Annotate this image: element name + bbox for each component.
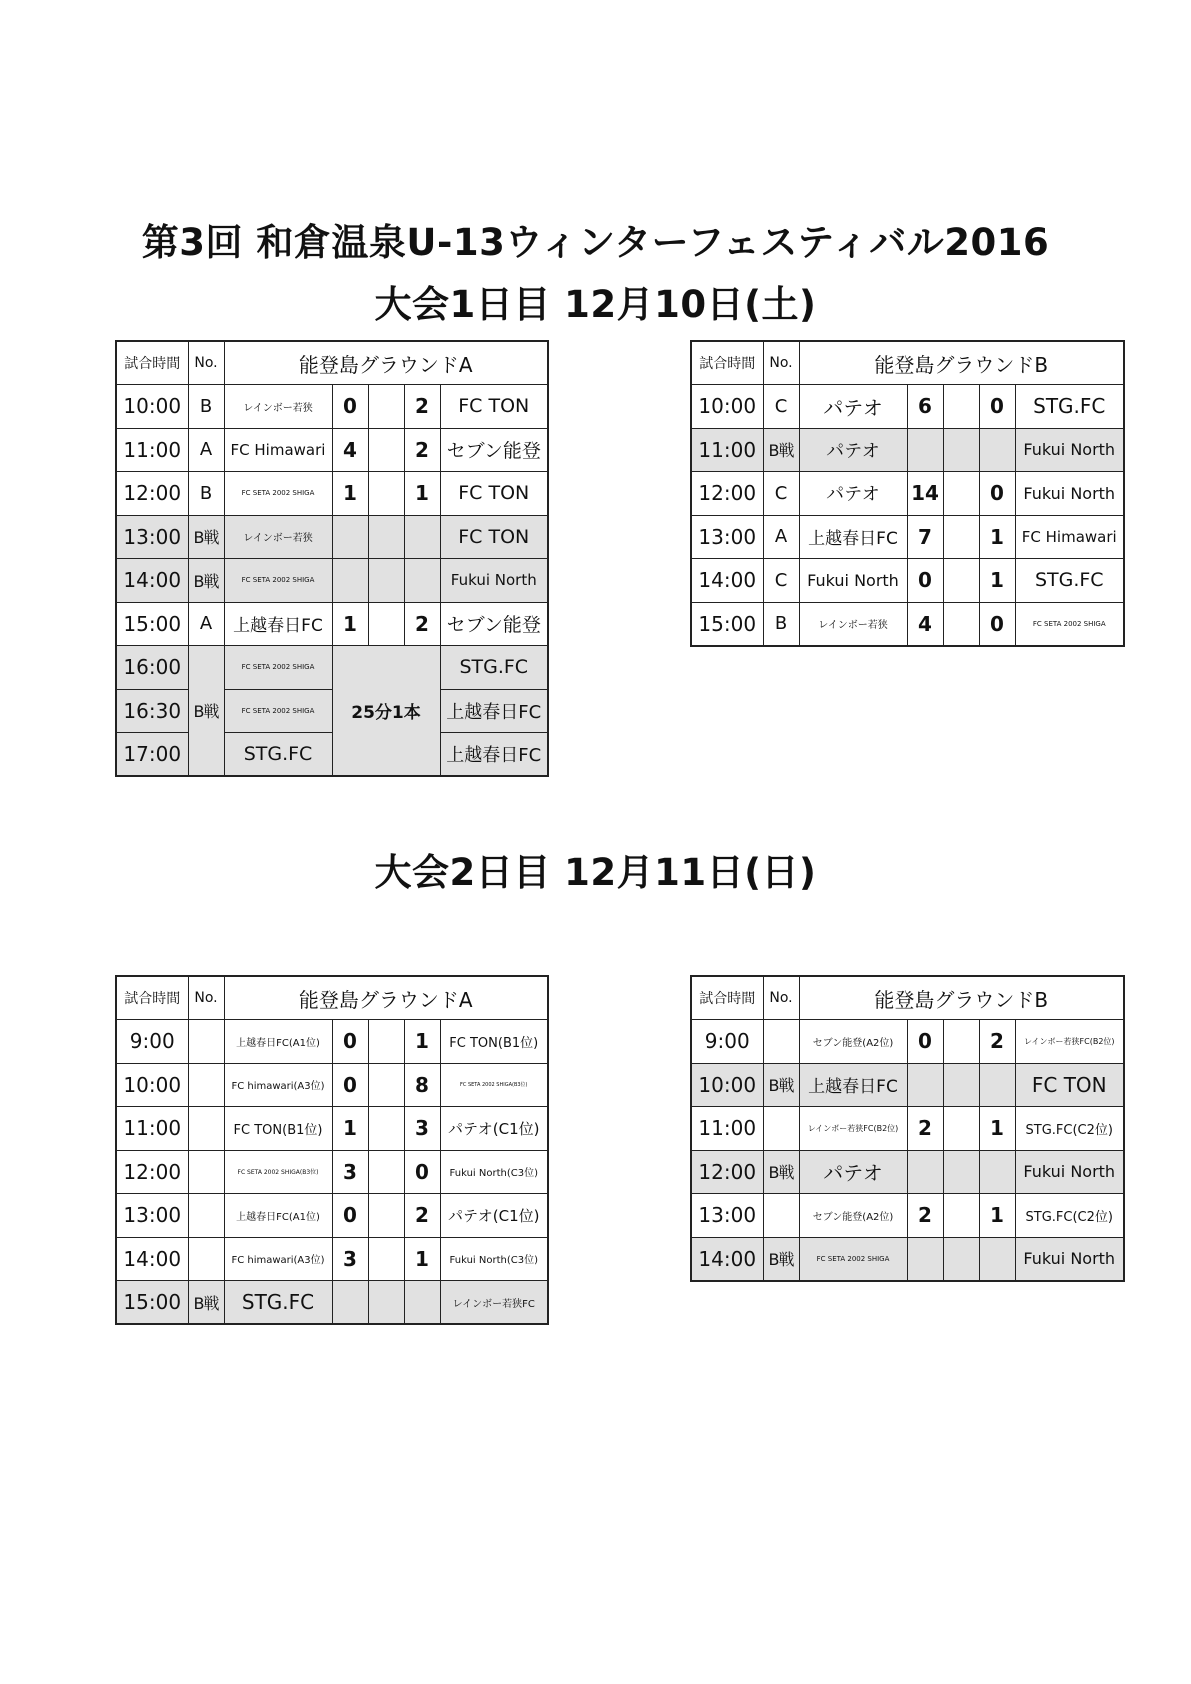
match-group <box>188 1194 224 1238</box>
match-row <box>116 472 548 516</box>
away-score: 1 <box>979 559 1015 603</box>
table-header-row <box>116 341 548 385</box>
score-separator <box>943 472 979 516</box>
match-row <box>116 1020 548 1064</box>
away-team: FC TON(B1位) <box>440 1020 548 1064</box>
score-separator <box>943 602 979 646</box>
home-team: FC himawari(A3位) <box>224 1237 332 1281</box>
home-score: 6 <box>907 385 943 429</box>
home-team: レインボー若狭FC(B2位) <box>799 1107 907 1151</box>
match-row <box>116 1237 548 1281</box>
away-team: FC Himawari <box>1015 515 1124 559</box>
ground-a-header: 能登島グラウンドA <box>224 976 548 1020</box>
match-group: A <box>188 428 224 472</box>
match-row <box>116 602 548 646</box>
home-score: 0 <box>907 1020 943 1064</box>
match-row <box>691 472 1124 516</box>
home-team: レインボー若狭 <box>224 385 332 429</box>
match-time: 12:00 <box>691 1150 763 1194</box>
away-team: Fukui North <box>1015 428 1124 472</box>
home-score: 3 <box>332 1237 368 1281</box>
match-time: 12:00 <box>116 1150 188 1194</box>
ground-a-header: 能登島グラウンドA <box>224 341 548 385</box>
away-score: 2 <box>404 428 440 472</box>
home-team: FC TON(B1位) <box>224 1107 332 1151</box>
away-score: 1 <box>404 472 440 516</box>
match-row <box>116 515 548 559</box>
away-team: パテオ(C1位) <box>440 1194 548 1238</box>
match-row <box>116 1150 548 1194</box>
away-team: Fukui North <box>1015 1150 1124 1194</box>
home-score: 1 <box>332 472 368 516</box>
home-score <box>332 559 368 603</box>
away-score: 0 <box>979 385 1015 429</box>
away-score: 2 <box>404 602 440 646</box>
home-team: 上越春日FC <box>799 1063 907 1107</box>
away-team: STG.FC <box>1015 385 1124 429</box>
match-row <box>691 385 1124 429</box>
match-group <box>188 1020 224 1064</box>
match-row <box>691 1063 1124 1107</box>
home-score: 14 <box>907 472 943 516</box>
away-team: STG.FC(C2位) <box>1015 1107 1124 1151</box>
match-time: 16:00 <box>116 646 188 690</box>
home-score: 1 <box>332 602 368 646</box>
away-team: パテオ(C1位) <box>440 1107 548 1151</box>
match-group <box>763 1194 799 1238</box>
match-row <box>116 1063 548 1107</box>
away-team: STG.FC <box>1015 559 1124 603</box>
day2-ground-a-table <box>115 975 549 1325</box>
match-group: B戦 <box>188 1281 224 1325</box>
home-team: FC SETA 2002 SHIGA(B3位) <box>224 1150 332 1194</box>
score-separator <box>943 1063 979 1107</box>
match-row <box>116 559 548 603</box>
match-time: 11:00 <box>116 428 188 472</box>
score-separator <box>368 428 404 472</box>
away-team: Fukui North(C3位) <box>440 1150 548 1194</box>
match-row <box>691 1150 1124 1194</box>
match-row <box>116 1281 548 1325</box>
away-team: セブン能登 <box>440 602 548 646</box>
home-score: 1 <box>332 1107 368 1151</box>
day1-ground-b-table <box>690 340 1125 647</box>
match-time: 12:00 <box>116 472 188 516</box>
match-group <box>188 1150 224 1194</box>
match-time: 9:00 <box>691 1020 763 1064</box>
home-team: FC SETA 2002 SHIGA <box>224 472 332 516</box>
home-team: パテオ <box>799 1150 907 1194</box>
home-score <box>332 515 368 559</box>
match-group <box>188 1063 224 1107</box>
match-group: B戦 <box>188 559 224 603</box>
match-time: 11:00 <box>116 1107 188 1151</box>
match-group: B戦 <box>763 1150 799 1194</box>
away-score: 8 <box>404 1063 440 1107</box>
away-score: 1 <box>979 515 1015 559</box>
match-row <box>691 428 1124 472</box>
away-score: 2 <box>979 1020 1015 1064</box>
match-group: B戦 <box>188 646 224 777</box>
away-score: 2 <box>404 385 440 429</box>
match-group <box>763 1020 799 1064</box>
match-time: 11:00 <box>691 428 763 472</box>
away-team: セブン能登 <box>440 428 548 472</box>
time-header: 試合時間 <box>691 976 763 1020</box>
away-score: 3 <box>404 1107 440 1151</box>
home-score: 0 <box>332 1194 368 1238</box>
no-header: No. <box>188 341 224 385</box>
match-time: 14:00 <box>116 559 188 603</box>
score-separator <box>943 428 979 472</box>
away-team: FC TON <box>440 472 548 516</box>
match-row <box>691 1107 1124 1151</box>
away-team: 上越春日FC <box>440 689 548 733</box>
home-score <box>907 1237 943 1281</box>
away-score <box>979 1150 1015 1194</box>
home-score: 3 <box>332 1150 368 1194</box>
match-time: 13:00 <box>691 1194 763 1238</box>
home-team: セブン能登(A2位) <box>799 1020 907 1064</box>
score-separator <box>368 1237 404 1281</box>
home-team: 上越春日FC(A1位) <box>224 1194 332 1238</box>
time-header: 試合時間 <box>691 341 763 385</box>
home-team: パテオ <box>799 472 907 516</box>
no-header: No. <box>763 341 799 385</box>
match-group: B戦 <box>188 515 224 559</box>
score-separator <box>943 1237 979 1281</box>
match-time: 10:00 <box>691 385 763 429</box>
score-separator <box>368 602 404 646</box>
home-team: パテオ <box>799 385 907 429</box>
day1-ground-a-table <box>115 340 549 777</box>
home-score <box>907 1063 943 1107</box>
tournament-title: 第3回 和倉温泉U-13ウィンターフェスティバル2016 <box>141 221 1050 264</box>
home-team: FC SETA 2002 SHIGA <box>224 689 332 733</box>
home-team: パテオ <box>799 428 907 472</box>
home-team: 上越春日FC(A1位) <box>224 1020 332 1064</box>
away-team: FC TON <box>1015 1063 1124 1107</box>
match-group <box>763 1107 799 1151</box>
match-group: B <box>188 472 224 516</box>
ground-b-header: 能登島グラウンドB <box>799 341 1124 385</box>
match-time: 14:00 <box>691 559 763 603</box>
away-team: レインボー若狭FC <box>440 1281 548 1325</box>
match-group: C <box>763 385 799 429</box>
match-group: A <box>763 515 799 559</box>
match-row <box>691 1020 1124 1064</box>
away-team: Fukui North <box>1015 1237 1124 1281</box>
away-score <box>979 1063 1015 1107</box>
match-group: C <box>763 559 799 603</box>
score-separator <box>368 1020 404 1064</box>
home-score <box>907 428 943 472</box>
home-score: 0 <box>332 1020 368 1064</box>
score-separator <box>943 1150 979 1194</box>
away-team: Fukui North <box>1015 472 1124 516</box>
match-format-note: 25分1本 <box>332 646 440 777</box>
table-header-row <box>691 976 1124 1020</box>
match-time: 15:00 <box>691 602 763 646</box>
home-score <box>332 1281 368 1325</box>
away-team: Fukui North <box>440 559 548 603</box>
home-score: 7 <box>907 515 943 559</box>
home-score <box>907 1150 943 1194</box>
match-row <box>691 559 1124 603</box>
no-header: No. <box>763 976 799 1020</box>
score-separator <box>368 1281 404 1325</box>
match-group <box>188 1107 224 1151</box>
away-score: 0 <box>979 602 1015 646</box>
match-row <box>116 1194 548 1238</box>
home-team: レインボー若狭 <box>799 602 907 646</box>
away-team: STG.FC(C2位) <box>1015 1194 1124 1238</box>
away-score <box>404 1281 440 1325</box>
time-header: 試合時間 <box>116 341 188 385</box>
home-score: 0 <box>332 385 368 429</box>
score-separator <box>368 472 404 516</box>
home-team: レインボー若狭 <box>224 515 332 559</box>
match-row <box>691 602 1124 646</box>
match-group: C <box>763 472 799 516</box>
home-team: 上越春日FC <box>224 602 332 646</box>
match-row <box>116 428 548 472</box>
home-score: 2 <box>907 1107 943 1151</box>
away-score <box>404 559 440 603</box>
match-group: A <box>188 602 224 646</box>
match-time: 10:00 <box>116 1063 188 1107</box>
table-header-row <box>691 341 1124 385</box>
away-team: FC TON <box>440 515 548 559</box>
score-separator <box>943 515 979 559</box>
day2-heading: 大会2日目 12月11日(日) <box>374 851 817 894</box>
match-group: B戦 <box>763 1063 799 1107</box>
score-separator <box>943 385 979 429</box>
score-separator <box>368 1150 404 1194</box>
away-team: レインボー若狭FC(B2位) <box>1015 1020 1124 1064</box>
away-score <box>979 1237 1015 1281</box>
away-team: FC SETA 2002 SHIGA <box>1015 602 1124 646</box>
match-row <box>691 515 1124 559</box>
home-team: 上越春日FC <box>799 515 907 559</box>
away-score: 1 <box>404 1237 440 1281</box>
match-time: 14:00 <box>116 1237 188 1281</box>
away-score: 0 <box>404 1150 440 1194</box>
score-separator <box>943 559 979 603</box>
no-header: No. <box>188 976 224 1020</box>
home-team: FC himawari(A3位) <box>224 1063 332 1107</box>
home-team: STG.FC <box>224 733 332 777</box>
away-team: FC SETA 2002 SHIGA(B3位) <box>440 1063 548 1107</box>
score-separator <box>943 1020 979 1064</box>
match-time: 15:00 <box>116 1281 188 1325</box>
match-group: B <box>188 385 224 429</box>
score-separator <box>943 1107 979 1151</box>
away-score: 2 <box>404 1194 440 1238</box>
away-score <box>979 428 1015 472</box>
match-row <box>691 1194 1124 1238</box>
away-score: 1 <box>979 1107 1015 1151</box>
away-team: 上越春日FC <box>440 733 548 777</box>
day2-ground-b-table <box>690 975 1125 1282</box>
home-team: STG.FC <box>224 1281 332 1325</box>
home-score: 0 <box>332 1063 368 1107</box>
score-separator <box>943 1194 979 1238</box>
away-score: 1 <box>404 1020 440 1064</box>
score-separator <box>368 1194 404 1238</box>
home-score: 4 <box>907 602 943 646</box>
table-header-row <box>116 976 548 1020</box>
home-score: 4 <box>332 428 368 472</box>
time-header: 試合時間 <box>116 976 188 1020</box>
home-team: FC Himawari <box>224 428 332 472</box>
match-time: 14:00 <box>691 1237 763 1281</box>
home-team: FC SETA 2002 SHIGA <box>224 646 332 690</box>
score-separator <box>368 1107 404 1151</box>
ground-b-header: 能登島グラウンドB <box>799 976 1124 1020</box>
match-time: 9:00 <box>116 1020 188 1064</box>
home-score: 0 <box>907 559 943 603</box>
match-time: 15:00 <box>116 602 188 646</box>
home-team: セブン能登(A2位) <box>799 1194 907 1238</box>
score-separator <box>368 385 404 429</box>
match-time: 16:30 <box>116 689 188 733</box>
home-team: Fukui North <box>799 559 907 603</box>
score-separator <box>368 559 404 603</box>
away-score: 0 <box>979 472 1015 516</box>
day1-heading: 大会1日目 12月10日(土) <box>374 283 817 326</box>
away-team: Fukui North(C3位) <box>440 1237 548 1281</box>
match-time: 12:00 <box>691 472 763 516</box>
match-group <box>188 1237 224 1281</box>
home-team: FC SETA 2002 SHIGA <box>224 559 332 603</box>
match-row <box>116 646 548 690</box>
match-time: 13:00 <box>116 1194 188 1238</box>
home-score: 2 <box>907 1194 943 1238</box>
match-group: B戦 <box>763 1237 799 1281</box>
match-row <box>116 1107 548 1151</box>
match-row <box>116 385 548 429</box>
away-score: 1 <box>979 1194 1015 1238</box>
match-time: 11:00 <box>691 1107 763 1151</box>
score-separator <box>368 515 404 559</box>
match-row <box>691 1237 1124 1281</box>
match-group: B戦 <box>763 428 799 472</box>
away-team: FC TON <box>440 385 548 429</box>
away-team: STG.FC <box>440 646 548 690</box>
home-team: FC SETA 2002 SHIGA <box>799 1237 907 1281</box>
match-time: 10:00 <box>691 1063 763 1107</box>
match-time: 10:00 <box>116 385 188 429</box>
score-separator <box>368 1063 404 1107</box>
away-score <box>404 515 440 559</box>
match-time: 13:00 <box>116 515 188 559</box>
match-time: 13:00 <box>691 515 763 559</box>
match-group: B <box>763 602 799 646</box>
match-time: 17:00 <box>116 733 188 777</box>
